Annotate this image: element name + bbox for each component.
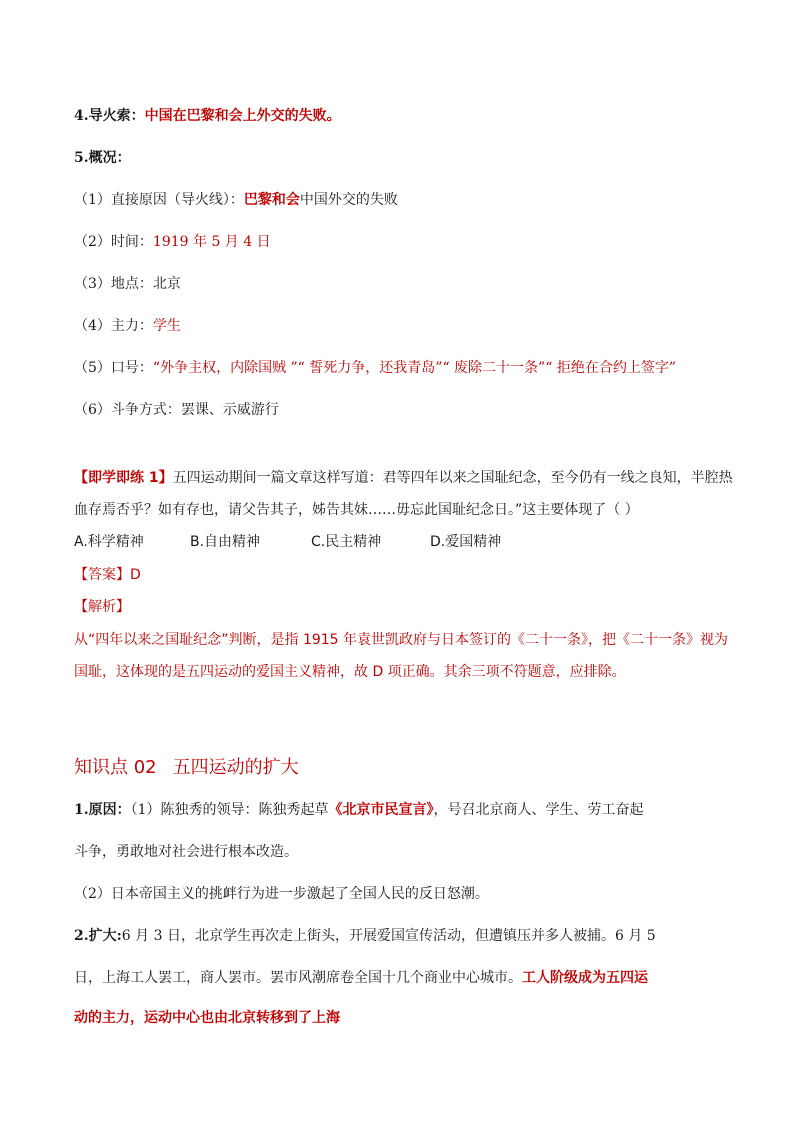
- section-5-item-1: [74, 190, 398, 210]
- item-5-prefix: （5）口号：: [74, 360, 153, 376]
- answer-line: [74, 565, 141, 585]
- option-a: A.科学精神: [74, 534, 144, 550]
- reason-line-1-suffix: ，号召北京商人、学生、劳工奋起: [433, 802, 644, 818]
- exercise-question-line-2: 血存焉否乎？如有存也，请父告其子，姊告其妹……毋忘此国耻纪念日。”这主要体现了（ ）: [74, 502, 639, 518]
- expand-line-1-text: 6 月 3 日，北京学生再次走上街头，开展爱国宣传活动，但遭镇压并多人被捕。6 月 5: [121, 928, 656, 944]
- option-d: D.爱国精神: [430, 534, 502, 550]
- knowledge-point-heading: [74, 756, 299, 780]
- expand-line-3: 动的主力，运动中心也由北京转移到了上海: [74, 1010, 340, 1026]
- item-1-highlight: 巴黎和会: [243, 192, 300, 208]
- item-2-highlight: 1919 年 5 月 4 日: [152, 234, 271, 250]
- item-2-prefix: （2）时间：: [74, 234, 153, 250]
- section-4-line: [74, 106, 341, 126]
- option-b: B.自由精神: [190, 534, 261, 550]
- expand-line-1: [74, 926, 656, 946]
- section-5-item-2: [74, 232, 271, 252]
- section-5-item-3: [74, 274, 181, 294]
- knowledge-point-number: 知识点 02: [74, 757, 157, 778]
- analysis-line-2: 国耻，这体现的是五四运动的爱国主义精神，故 D 项正确。其余三项不符题意，应排除。: [74, 664, 626, 680]
- reason-line-1-highlight: 《北京市民宣言》: [328, 802, 434, 818]
- reason-label: 1.原因：: [74, 802, 131, 818]
- reason-line-2: 斗争，勇敢地对社会进行根本改造。: [74, 844, 298, 860]
- expand-line-2: [74, 968, 648, 988]
- item-4-highlight: 学生: [152, 318, 181, 334]
- item-4-prefix: （4）主力：: [74, 318, 153, 334]
- section-4-label: 4.导火索：: [74, 108, 145, 124]
- item-3-highlight: 北京: [152, 276, 181, 292]
- expand-line-2-highlight: 工人阶级成为五四运: [522, 970, 648, 986]
- answer-tag: 【答案】: [74, 567, 130, 583]
- expand-line-2-prefix: 日，上海工人罢工，商人罢市。罢市风潮席卷全国十几个商业中心城市。: [74, 970, 522, 986]
- section-5-label: 5.概况：: [74, 150, 131, 166]
- reason-line-1-prefix: （1）陈独秀的领导：陈独秀起草: [130, 802, 329, 818]
- analysis-line-1: 从“四年以来之国耻纪念”判断，是指 1915 年袁世凯政府与日本签订的《二十一条》，把《二十一条》视为: [74, 632, 729, 648]
- item-5-highlight: “外争主权，内除国贼 ”“ 誓死力争，还我青岛”“ 废除二十一条”“ 拒绝在合约上签字”: [152, 360, 676, 376]
- item-6-prefix: （6）斗争方式：: [74, 402, 181, 418]
- item-3-prefix: （3）地点：: [74, 276, 153, 292]
- expand-label: 2.扩大:: [74, 928, 122, 944]
- section-4-content: 中国在巴黎和会上外交的失败。: [144, 108, 341, 124]
- option-c: C.民主精神: [311, 534, 382, 550]
- answer-value: D: [130, 567, 141, 583]
- item-1-prefix: （1）直接原因（导火线）：: [74, 192, 244, 208]
- analysis-tag: 【解析】: [74, 599, 130, 615]
- section-5-item-4: [74, 316, 181, 336]
- exercise-question-line-1: [74, 468, 733, 488]
- knowledge-point-title: 五四运动的扩大: [172, 757, 299, 778]
- section-5-item-6: [74, 400, 279, 420]
- exercise-tag: 【即学即练 1】: [74, 470, 173, 486]
- reason-line-3: （2）日本帝国主义的挑衅行为进一步激起了全国人民的反日怒潮。: [74, 886, 489, 902]
- reason-line-1: [74, 800, 644, 820]
- item-6-highlight: 罢课、示威游行: [180, 402, 279, 418]
- question-text-1: 五四运动期间一篇文章这样写道：君等四年以来之国耻纪念，至今仍有一线之良知，半腔热: [172, 470, 733, 486]
- section-5-item-5: [74, 358, 676, 378]
- item-1-suffix: 中国外交的失败: [299, 192, 398, 208]
